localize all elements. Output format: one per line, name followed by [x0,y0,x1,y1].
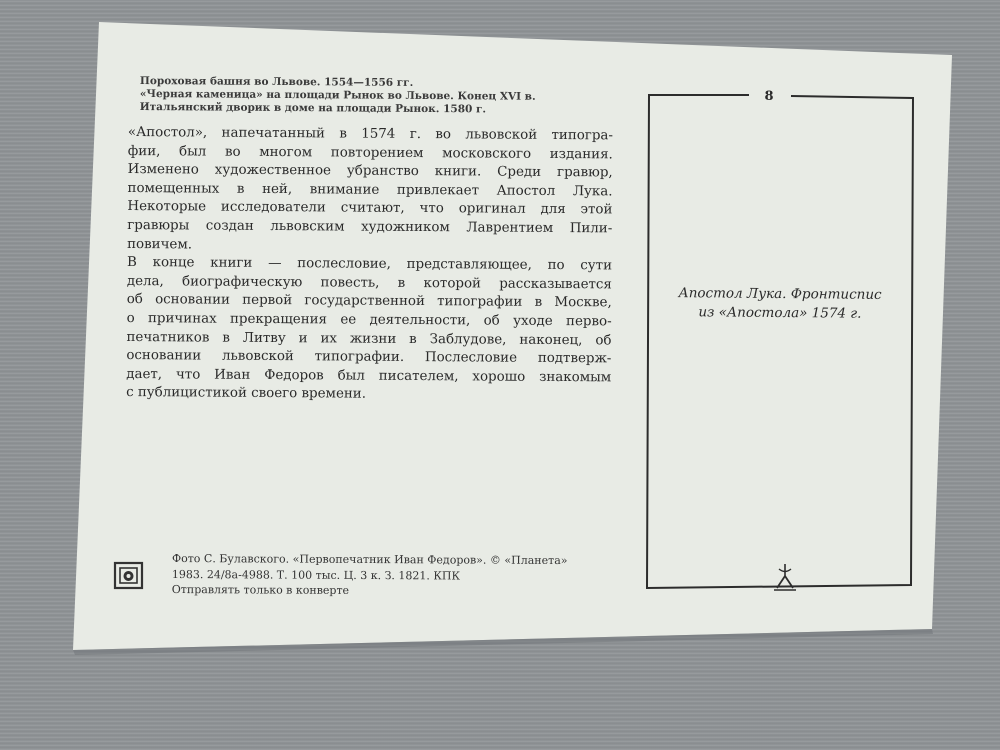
text-line: дела, биографическую повесть, в которой рассказывается [126,273,612,293]
text-line: Изменено художественное убранство книги. Среди гравюр, [127,162,613,181]
photo-captions [140,75,600,117]
text-line: о причинах прекращения ее деятельности, об уходе перво- [126,310,612,330]
text-line: помещенных в ней, внимание привлекает Апостол Лука. [127,180,613,200]
publication-footer [172,551,632,600]
text-line: «Апостол», напечатанный в 1574 г. во львовской типогра- [127,124,613,144]
text-line: фии, был во многом повторением московского издания. [127,143,613,162]
ornament-icon [773,562,797,592]
text-line: с публицистикой своего времени. [126,385,367,402]
text-line: основании львовской типографии. Послесловие подтверж- [126,348,612,367]
text-line: Некоторые исследователи считают, что оригинал для этой [127,199,613,218]
caption-line: Итальянский дворик в доме на площади Рынок. 1580 г. [139,100,487,116]
publisher-logo-icon [113,561,144,590]
card-number: 8 [764,89,774,104]
footer-line: Фото С. Булавского. «Первопечатник Иван Федоров». © «Планета» [171,552,568,568]
text-line: В конце книги — послесловие, представляющее, по сути [126,255,613,274]
footer-line: Отправлять только в конверте [171,582,350,597]
text-line: повичем. [127,236,193,253]
text-line: гравюры создан львовским художником Лаврентием Пили- [127,217,613,237]
caption-line: Пороховая башня во Львове. 1554—1556 гг. [139,75,414,89]
caption-line: «Черная каменица» на площади Рынок во Львове. Конец XVI в. [139,87,536,103]
text-line: дает, что Иван Федоров был писателем, хорошо знакомым [126,366,612,386]
frame-caption [652,284,908,324]
image-placeholder-frame [646,93,914,590]
footer-line: 1983. 24/8а-4988. Т. 100 тыс. Ц. 3 к. З. 1821. КПК [171,567,461,583]
description-text [126,124,613,406]
text-line: об основании первой государственной типографии в Москве, [126,292,612,311]
text-line: печатников в Литву и их жизни в Заблудове, наконец, об [126,329,612,348]
frame-caption-line: из «Апостола» 1574 г. [698,304,862,322]
frame-caption-line: Апостол Лука. Фронтиспис [678,285,882,303]
